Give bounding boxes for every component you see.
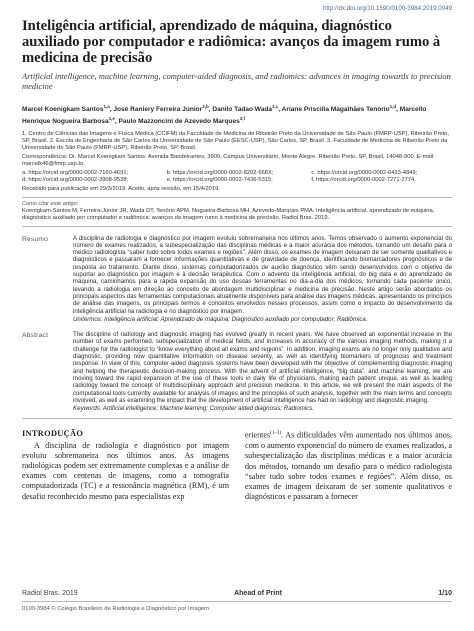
intro-column-left: [22, 429, 229, 502]
footer-divider: [22, 601, 452, 602]
divider: [22, 226, 452, 227]
resumo-text: A disciplina de radiologia e diagnóstico por imagem evoluiu sobremaneira nos últimos anos. Temos observado o aumento exponencial do número de exames realizados, a subespecialização das disciplinas médicas e a maior acurácia dos métodos, tornando um desafio para o médico radiologista “saber tudo sobre todos exames e regiões”. Além disso, os exames de imagem deixaram de ser somente qualitativos e diagnósticos e passaram a fornecer informações quantitativas e de gravidade de doença, identificando biomarcadores prognósticos e de resposta ao tratamento. Diante disso, sistemas computadorizados de auxílio diagnóstico vêm sendo desenvolvidos com o objetivo de suportar ao diagnóstico por imagem e à decisão terapêutica. Com o advento da inteligência artificial, do big data e do aprendizado de máquina, caminhamos para a rápida expansão do uso dessas ferramentas no dia-a-dia dos médicos, tornando cada paciente único, levando a radiologia em direção ao conceito de abordagem multidisciplinar e medicina de precisão. Neste artigo serão abordados os principais aspectos das ferramentas computacionais atualmente disponíveis para análise das imagens médicas, apresentando os princípios de análise das imagens, os principais termos e conceitos envolvidos nesses processos, assim como o impacto do desenvolvimento da inteligência artificial na radiologia e no diagnóstico por imagem.: [73, 234, 452, 315]
article-title: Inteligência artificial, aprendizado de máquina, diagnóstico auxiliado por computador e radiômica: avanços da imagem rumo à medicina de precisão: [22, 18, 441, 66]
ahead-of-print-label: Ahead of Print: [234, 590, 282, 597]
affiliations: 1. Centro de Ciências das Imagens e Física Médica (CCIFM) da Faculdade de Medicina de Ribeirão Preto da Universidade de São Paulo (FMRP-USP), Ribeirão Preto, SP, Brasil. 2. Escola de Engenharia de São Carlos da Universidade de São Paulo (EESC-USP), São Carlos, SP, Brasil. 3. Faculdade de Medicina de Ribeirão Preto da Universidade de São Paulo (FMRP-USP), Ribeirão Preto, SP, Brasil.: [22, 130, 449, 151]
received-dates: Recebido para publicação em 29/3/2019. Aceito, após revisão, em 15/4/2019.: [22, 185, 220, 192]
journal-name: Radiol Bras. 2019: [22, 590, 78, 597]
citation-text: Koenigkam-Santos M, Ferreira-Júnior JR, Wada DT, Tenório APM, Nogueira-Barbosa MH, Azevedo-Marques PMA. Inteligência artificial, aprendizado de máquina, diagnóstico auxiliado por computador e radiômica: avanços da imagem rumo à medicina de precisão. Radiol Bras. 2019.: [22, 207, 435, 221]
introduction-section: [22, 429, 452, 502]
citation-heading: Como citar este artigo:: [22, 200, 79, 207]
intro-heading: INTRODUÇÃO: [22, 429, 84, 439]
orcid-list: [22, 170, 452, 184]
article-english-title: Artificial intelligence, machine learning, computer-aided diagnosis, and radiomics: advances in imaging towards to precision medicine: [22, 71, 451, 92]
resumo-keywords: Unitermos: Inteligência artificial; Aprendizado de máquina; Diagnóstico auxiliado por computador; Radiômica.: [73, 315, 368, 323]
orcid-link[interactable]: a. https://orcid.org/0000-0002-7160-4691;: [22, 169, 129, 176]
abstract-body: [73, 331, 452, 412]
page-number: 1/10: [438, 590, 452, 597]
page-footer: [22, 590, 452, 597]
resumo-section: [22, 235, 452, 324]
author-list: Marcel Koenigkam Santos$^{1,a}$, José Raniery Ferreira Júnior$^{2,b}$, Danilo Tadao Wada$^{1,c}$, Ariane Priscilla Magalhães Tenório$^{1,d}$, Marcello Henrique Nogueira Barbosa$^{1,e}$, Paulo Mazzoncini de Azevedo Marques$^{3,f}$: [22, 104, 427, 126]
orcid-link[interactable]: c. https://orcid.org/0000-0002-6433-4849;: [311, 169, 418, 176]
correspondence: Correspondência: Dr. Marcel Koenigkam Santos. Avenida Bandeirantes, 3900, Campus Universitário, Monte Alegre. Ribeirão Preto, SP, Brasil, 14048-900. E-mail: marcelk46@fmrp.usp.br.: [22, 153, 435, 167]
orcid-link[interactable]: b. https://orcid.org/0000-0002-8202-568X;: [166, 169, 274, 176]
article-front-matter: [22, 18, 452, 503]
divider: [22, 197, 452, 198]
copyright-notice: 0100-3984 © Colégio Brasileiro de Radiologia e Diagnóstico por Imagem: [22, 606, 209, 612]
abstract-label: Abstract: [22, 332, 49, 340]
orcid-link[interactable]: d. https://orcid.org/0000-0002-3908-9538;: [22, 176, 129, 183]
resumo-label: Resumo: [22, 235, 49, 243]
orcid-link[interactable]: f. https://orcid.org/0000-0002-7271-2774.: [311, 176, 416, 183]
orcid-link[interactable]: e. https://orcid.org/0000-0002-7436-5315;: [166, 176, 273, 183]
resumo-body: [73, 235, 452, 324]
doi-link[interactable]: http://dx.doi.org/10.1590/0100-3984.2019.0049: [322, 5, 452, 12]
intro-paragraph-continued: erientes$^{(1-3)}$. As dificuldades vêm aumentado nos últimos anos, com o aumento exponencial do número de exames realizados, a subespecialização das disciplinas médicas e a maior acurácia dos métodos, tornando um desafio para o médico radiologista “saber tudo sobre todos exames e regiões”. Além disso, os exames de imagem deixaram de ser somente qualitativos e diagnósticos e passaram a fornecer: [245, 431, 452, 502]
intro-column-right: [245, 429, 452, 502]
abstract-text: The discipline of radiology and diagnostic imaging has evolved greatly in recent years. We have observed an exponential increase in the number of exams performed, subspecialization of medical fields, and increases in accuracy of the various imaging methods, making it a challenge for the radiologist to “know everything about all exams and regions”. In addition, imaging exams are no longer only qualitative and diagnostic, providing now quantitative information on disease severity, as well as identifying biomarkers of prognosis and treatment response. In view of this, computer-aided diagnosis systems have been developed with the objective of complementing diagnostic imaging and helping the therapeutic decision-making process. With the advent of artificial intelligence, “big data”, and machine learning, we are moving toward the rapid expansion of the use of these tools in daily life of physicians, making each patient unique, as well as leading radiology toward the concept of multidisciplinary approach and precision medicine. In this article, we will present the main aspects of the computational tools currently available for analysis of images and the principles of such analysis, together with the main terms and concepts involved, as well as examining the impact that the development of artificial intelligence has had on radiology and diagnostic imaging.: [73, 331, 452, 404]
abstract-section: [22, 331, 452, 412]
intro-paragraph: A disciplina de radiologia e diagnóstico por imagem evoluiu sobremaneira nos últimos anos. As imagens radiológicas podem ser extremamente complexas e a análise de exames com centenas de imagens, como a tomografia computadorizada (TC) e a ressonância magnética (RM), é um desafio reconhecido mesmo para especialistas exp: [22, 440, 229, 501]
abstract-keywords: Keywords: Artificial intelligence; Machine learning; Computer aided diagnosis; Radiomics.: [73, 405, 314, 413]
divider: [22, 418, 452, 419]
